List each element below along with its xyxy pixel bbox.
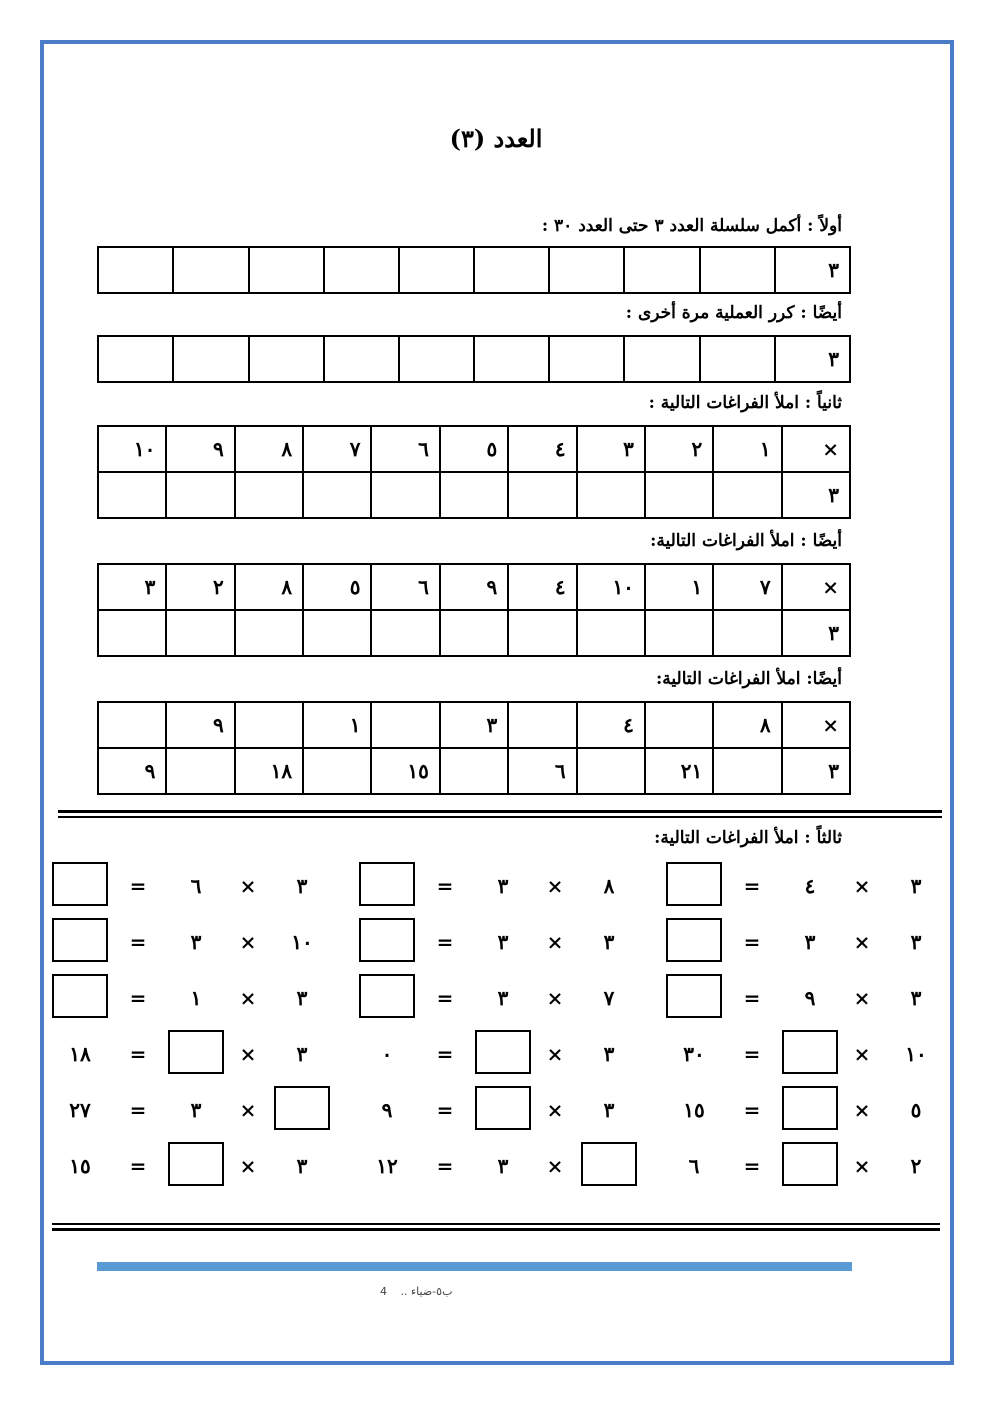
answer-cell[interactable] — [98, 336, 173, 382]
equation — [36, 1086, 328, 1134]
answer-cell[interactable] — [645, 472, 713, 518]
answer-cell[interactable] — [440, 472, 508, 518]
answer-cell[interactable] — [399, 336, 474, 382]
times-sign: × — [546, 930, 564, 954]
equation-operand: ٥ — [910, 1098, 922, 1122]
answer-cell[interactable] — [624, 336, 699, 382]
table-cell[interactable]: ١ — [303, 702, 371, 748]
table-row — [98, 702, 850, 748]
table-row — [98, 748, 850, 794]
answer-box[interactable] — [52, 862, 108, 906]
answer-box[interactable] — [359, 862, 415, 906]
equation-operand: ٣ — [190, 1098, 202, 1122]
table-cell[interactable] — [303, 748, 371, 794]
equation-operand: ٣ — [497, 874, 509, 898]
times-sign: × — [853, 874, 871, 898]
equation — [343, 862, 635, 910]
equation-operand: ١٠ — [291, 930, 313, 954]
equation — [36, 1142, 328, 1190]
equation — [343, 1030, 635, 1078]
answer-cell[interactable] — [508, 610, 576, 656]
multiplication-table-1 — [97, 425, 851, 519]
equation-operand: ٣ — [497, 986, 509, 1010]
table-cell[interactable]: ٨ — [713, 702, 781, 748]
equation — [343, 974, 635, 1022]
table-cell: ٥ — [440, 426, 508, 472]
answer-cell[interactable] — [98, 472, 166, 518]
equation — [650, 974, 942, 1022]
equation-operand: ٣ — [497, 930, 509, 954]
equals-sign: = — [436, 1042, 454, 1066]
table-cell: ٢ — [166, 564, 234, 610]
answer-box[interactable] — [168, 1030, 224, 1074]
table-cell[interactable]: ٩ — [98, 748, 166, 794]
equals-sign: = — [743, 986, 761, 1010]
times-sign: × — [239, 1154, 257, 1178]
answer-cell[interactable] — [474, 247, 549, 293]
answer-cell[interactable] — [249, 247, 324, 293]
equation-operand: ٣ — [910, 874, 922, 898]
times-sign: × — [239, 1098, 257, 1122]
equals-sign: = — [743, 874, 761, 898]
answer-cell[interactable] — [303, 610, 371, 656]
table-row — [98, 564, 850, 610]
table-cell: ٧ — [303, 426, 371, 472]
section1-instruction: أولاً : أكمل سلسلة العدد ٣ حتى العدد ٣٠ : — [541, 216, 842, 236]
equals-sign: = — [129, 1042, 147, 1066]
footer-text: ب٥-ضياء .. — [400, 1285, 453, 1298]
table-cell[interactable]: ٩ — [166, 702, 234, 748]
equation-result: ١٥ — [69, 1154, 91, 1178]
times-sign: × — [853, 1098, 871, 1122]
table-cell: ٥ — [303, 564, 371, 610]
equation-operand: ٣ — [603, 1098, 615, 1122]
table-cell: ١ — [645, 564, 713, 610]
equation-result: ٦ — [688, 1154, 700, 1178]
answer-cell[interactable] — [235, 472, 303, 518]
answer-cell[interactable] — [166, 610, 234, 656]
table-cell[interactable] — [98, 702, 166, 748]
equation-operand: ٣ — [910, 930, 922, 954]
times-sign: × — [239, 986, 257, 1010]
equation-operand: ٣ — [296, 874, 308, 898]
answer-box[interactable] — [666, 974, 722, 1018]
divider-line — [58, 810, 942, 813]
times-sign: × — [853, 986, 871, 1010]
table-cell[interactable] — [508, 702, 576, 748]
answer-cell[interactable] — [173, 247, 248, 293]
times-sign: × — [546, 874, 564, 898]
table-cell: ٨ — [235, 564, 303, 610]
table-cell: ٣ — [98, 564, 166, 610]
answer-cell[interactable] — [713, 472, 781, 518]
table-cell[interactable]: ١٨ — [235, 748, 303, 794]
equation-operand: ٣ — [296, 1154, 308, 1178]
equation-result: ١٨ — [69, 1042, 91, 1066]
table-cell: ٦ — [371, 426, 439, 472]
table-cell: ٧ — [713, 564, 781, 610]
table-cell: ٣ — [782, 610, 850, 656]
table-cell: ٦ — [371, 564, 439, 610]
equation — [650, 862, 942, 910]
equation-operand: ٨ — [603, 874, 615, 898]
answer-cell[interactable] — [98, 610, 166, 656]
answer-box[interactable] — [52, 974, 108, 1018]
equals-sign: = — [129, 1154, 147, 1178]
answer-box[interactable] — [782, 1030, 838, 1074]
equals-sign: = — [129, 1098, 147, 1122]
table-cell: ٢ — [645, 426, 713, 472]
equation — [650, 1142, 942, 1190]
answer-cell[interactable] — [440, 610, 508, 656]
equation — [36, 1030, 328, 1078]
answer-box[interactable] — [359, 974, 415, 1018]
section3-instruction: ثالثاً : املأ الفراغات التالية: — [654, 828, 842, 848]
times-sign: × — [239, 930, 257, 954]
page-number: 4 — [380, 1285, 387, 1298]
answer-cell[interactable] — [98, 247, 173, 293]
answer-cell[interactable] — [700, 247, 775, 293]
table-cell: ٣ — [577, 426, 645, 472]
equation — [36, 974, 328, 1022]
sequence-table-2 — [97, 335, 851, 383]
equals-sign: = — [129, 986, 147, 1010]
answer-cell[interactable] — [324, 336, 399, 382]
equation-operand: ٦ — [190, 874, 202, 898]
equals-sign: = — [743, 1042, 761, 1066]
footer-bar — [97, 1262, 852, 1271]
equation-operand: ٣ — [804, 930, 816, 954]
equation-operand: ١ — [190, 986, 202, 1010]
table-cell: ٨ — [235, 426, 303, 472]
sequence-start-cell: ٣ — [775, 336, 850, 382]
equation-operand: ٣ — [296, 1042, 308, 1066]
equals-sign: = — [743, 1098, 761, 1122]
equation — [36, 918, 328, 966]
answer-cell[interactable] — [474, 336, 549, 382]
equals-sign: = — [129, 930, 147, 954]
answer-cell[interactable] — [577, 610, 645, 656]
equals-sign: = — [129, 874, 147, 898]
equation-operand: ٤ — [804, 874, 816, 898]
equals-sign: = — [436, 1154, 454, 1178]
times-sign: × — [853, 1154, 871, 1178]
page-title: العدد (٣) — [449, 124, 543, 153]
table-cell: ٤ — [508, 564, 576, 610]
table-row — [98, 426, 850, 472]
answer-cell[interactable] — [399, 247, 474, 293]
table-row — [98, 472, 850, 518]
table-cell[interactable]: ٢١ — [645, 748, 713, 794]
repeat-instruction: أيضًا : كرر العملية مرة أخرى : — [625, 303, 842, 323]
times-sign: × — [546, 1154, 564, 1178]
answer-box[interactable] — [475, 1086, 531, 1130]
equation-operand: ٧ — [603, 986, 615, 1010]
equation — [650, 1086, 942, 1134]
times-sign: × — [239, 874, 257, 898]
table-cell: ٣ — [782, 748, 850, 794]
equals-sign: = — [436, 874, 454, 898]
equation-operand: ٣ — [497, 1154, 509, 1178]
table-cell: ١٠ — [577, 564, 645, 610]
table-cell[interactable] — [166, 748, 234, 794]
section2-instruction: ثانياً : املأ الفراغات التالية : — [648, 393, 842, 413]
equation-result: ١٢ — [376, 1154, 398, 1178]
times-sign: × — [546, 1042, 564, 1066]
equation-result: ٠ — [381, 1042, 393, 1066]
answer-cell[interactable] — [235, 610, 303, 656]
table-cell: × — [782, 426, 850, 472]
sequence-table-1 — [97, 246, 851, 294]
table-cell[interactable] — [645, 702, 713, 748]
equation-operand: ٣ — [910, 986, 922, 1010]
equals-sign: = — [743, 930, 761, 954]
equation-result: ٢٧ — [69, 1098, 91, 1122]
answer-cell[interactable] — [645, 610, 713, 656]
answer-cell[interactable] — [577, 472, 645, 518]
equation-operand: ٣ — [296, 986, 308, 1010]
equation — [343, 1142, 635, 1190]
times-sign: × — [239, 1042, 257, 1066]
table-cell: ٣ — [782, 472, 850, 518]
answer-box[interactable] — [168, 1142, 224, 1186]
table-cell: ١ — [713, 426, 781, 472]
table-cell[interactable]: ٤ — [577, 702, 645, 748]
equation — [650, 918, 942, 966]
times-sign: × — [853, 1042, 871, 1066]
equation-operand: ٣ — [603, 1042, 615, 1066]
answer-box[interactable] — [782, 1142, 838, 1186]
table-cell[interactable] — [235, 702, 303, 748]
answer-box[interactable] — [782, 1086, 838, 1130]
table3-instruction: أيضًا: املأ الفراغات التالية: — [656, 669, 842, 689]
answer-box[interactable] — [359, 918, 415, 962]
equals-sign: = — [743, 1154, 761, 1178]
table-cell[interactable] — [371, 702, 439, 748]
answer-box[interactable] — [52, 918, 108, 962]
times-sign: × — [853, 930, 871, 954]
answer-cell[interactable] — [173, 336, 248, 382]
answer-box[interactable] — [666, 918, 722, 962]
equation-operand: ٣ — [603, 930, 615, 954]
equation-result: ٣٠ — [683, 1042, 705, 1066]
answer-box[interactable] — [666, 862, 722, 906]
equation — [343, 1086, 635, 1134]
equation-operand: ٢ — [910, 1154, 922, 1178]
table-cell: × — [782, 564, 850, 610]
answer-cell[interactable] — [371, 610, 439, 656]
table-cell[interactable] — [440, 748, 508, 794]
equals-sign: = — [436, 986, 454, 1010]
equation — [650, 1030, 942, 1078]
answer-box[interactable] — [274, 1086, 330, 1130]
footer — [380, 1285, 452, 1298]
answer-cell[interactable] — [624, 247, 699, 293]
answer-cell[interactable] — [700, 336, 775, 382]
answer-cell[interactable] — [303, 472, 371, 518]
table-cell[interactable] — [577, 748, 645, 794]
multiplication-table-3 — [97, 701, 851, 795]
answer-box[interactable] — [475, 1030, 531, 1074]
multiplication-table-2 — [97, 563, 851, 657]
equation-result: ١٥ — [683, 1098, 705, 1122]
equals-sign: = — [436, 1098, 454, 1122]
table-cell[interactable] — [713, 748, 781, 794]
table-cell: ٤ — [508, 426, 576, 472]
times-sign: × — [546, 986, 564, 1010]
answer-cell[interactable] — [371, 472, 439, 518]
answer-cell[interactable] — [249, 336, 324, 382]
answer-cell[interactable] — [508, 472, 576, 518]
divider-line — [52, 1228, 940, 1231]
table-row — [98, 610, 850, 656]
equation-operand: ٩ — [804, 986, 816, 1010]
table-cell[interactable]: ٣ — [440, 702, 508, 748]
answer-cell[interactable] — [324, 247, 399, 293]
answer-cell[interactable] — [549, 336, 624, 382]
table-cell: ٩ — [440, 564, 508, 610]
table-cell: ٩ — [166, 426, 234, 472]
equation — [343, 918, 635, 966]
table2-instruction: أيضًا : املأ الفراغات التالية: — [650, 531, 842, 551]
times-sign: × — [546, 1098, 564, 1122]
answer-cell[interactable] — [713, 610, 781, 656]
equation-operand: ١٠ — [905, 1042, 927, 1066]
divider-line — [52, 1223, 940, 1225]
equation-result: ٩ — [381, 1098, 393, 1122]
answer-cell[interactable] — [549, 247, 624, 293]
table-cell: ١٠ — [98, 426, 166, 472]
equals-sign: = — [436, 930, 454, 954]
equation — [36, 862, 328, 910]
answer-box[interactable] — [581, 1142, 637, 1186]
answer-cell[interactable] — [166, 472, 234, 518]
equation-operand: ٣ — [190, 930, 202, 954]
table-cell[interactable]: ٦ — [508, 748, 576, 794]
divider-line — [58, 816, 942, 818]
sequence-start-cell: ٣ — [775, 247, 850, 293]
table-cell: × — [782, 702, 850, 748]
table-cell[interactable]: ١٥ — [371, 748, 439, 794]
